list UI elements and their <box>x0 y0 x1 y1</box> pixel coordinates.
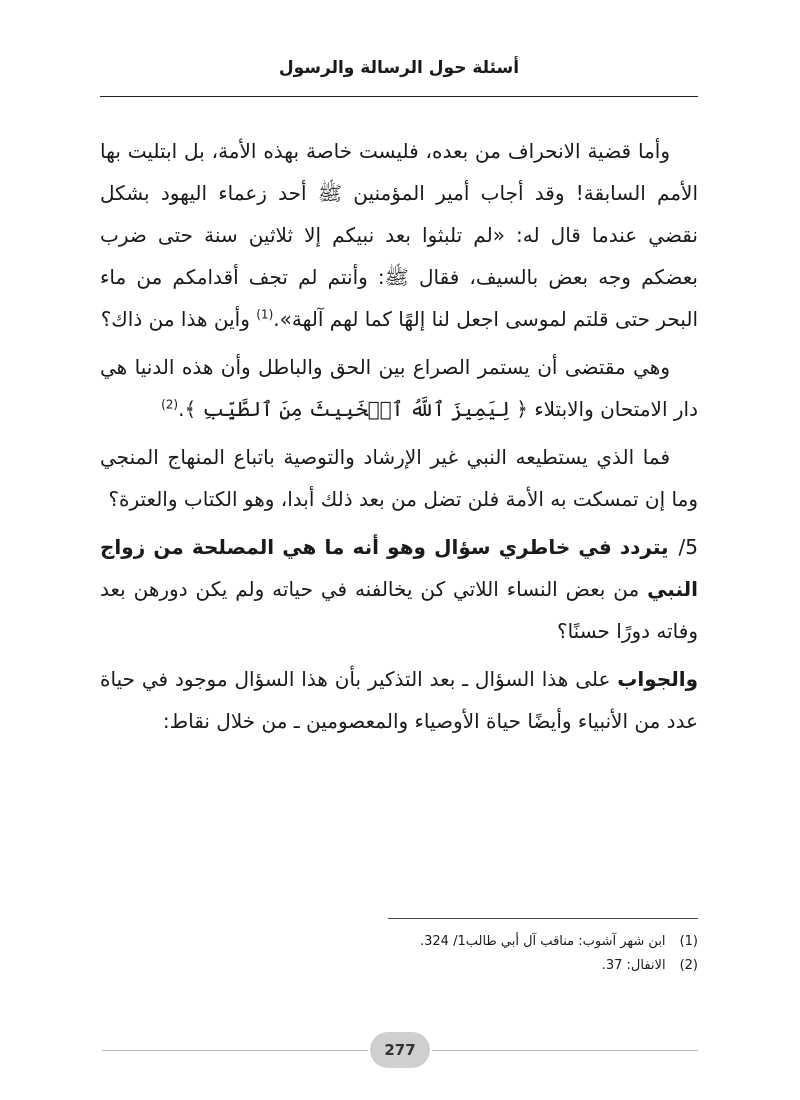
quran-verse: ﴿ لِيَمِيزَ ٱللَّهُ ٱلۡخَبِيثَ مِنَ ٱلطَّيِّبِ ﴾ <box>184 397 528 421</box>
footer-rule-right <box>432 1050 698 1051</box>
footnote-rule <box>388 918 698 919</box>
paragraph-deviation <box>100 130 698 340</box>
footnote-ref-2[interactable]: (2) <box>161 397 179 412</box>
paragraph-struggle <box>100 346 698 430</box>
answer-label: والجواب <box>617 667 698 691</box>
paragraph-deviation-text: وأما قضية الانحراف من بعده، فليست خاصة بهذه الأمة، بل ابتليت بها الأمم السابقة! وقد أجاب أمير المؤمنين ﷺ أحد زعماء اليهود بشكل نقضي عندما قال له: «لم تلبثوا بعد نبيكم إلا ثلاثين سنة حتى ضرب بعضكم وجه بعض بالسيف، فقال ﷺ: وأنتم لم تجف أقدامكم من ماء البحر حتى قلتم لموسى اجعل لنا إلهًا كما لهم آلهة». <box>100 139 698 331</box>
question-rest-text: من بعض النساء اللاتي كن يخالفنه في حياته ولم يكن دورهن بعد وفاته دورًا حسنًا؟ <box>100 577 698 643</box>
question-number: 5/ <box>678 535 698 559</box>
footnote-text: ابن شهر آشوب: مناقب آل أبي طالب1/ 324. <box>419 934 666 949</box>
footnote-text: الانفال: 37. <box>601 958 666 973</box>
footnote-ref-1[interactable]: (1) <box>256 307 274 322</box>
footnote-item <box>100 954 698 978</box>
main-text <box>100 130 698 748</box>
running-header-title: أسئلة حول الرسالة والرسول <box>278 58 520 78</box>
question-5 <box>100 526 698 652</box>
answer-text: على هذا السؤال ـ بعد التذكير بأن هذا السؤال موجود في حياة عدد من الأنبياء وأيضًا حياة الأوصياء والمعصومين ـ من خلال نقاط: <box>100 667 698 733</box>
footnotes <box>100 930 698 978</box>
paragraph-guidance: فما الذي يستطيعه النبي غير الإرشاد والتوصية باتباع المنهاج المنجي وما إن تمسكت به الأمة فلن تضل من بعد ذلك أبدا، وهو الكتاب والعترة؟ <box>100 445 698 511</box>
header-rule <box>100 96 698 97</box>
question-bold-text: يتردد في خاطري سؤال وهو أنه ما هي المصلحة من زواج النبي <box>100 535 698 601</box>
footnote-number: (2) <box>679 958 698 973</box>
footer-rule-left <box>102 1050 368 1051</box>
footnote-item <box>100 930 698 954</box>
paragraph-struggle-end: . <box>178 397 185 421</box>
paragraph-struggle-text: وهي مقتضى أن يستمر الصراع بين الحق والباطل وأن هذه الدنيا هي دار الامتحان والابتلاء <box>100 355 698 421</box>
answer-intro <box>100 658 698 742</box>
paragraph-deviation-tail: وأين هذا من ذاك؟ <box>100 307 257 331</box>
page-number-badge: 277 <box>370 1032 430 1068</box>
footnote-number: (1) <box>679 934 698 949</box>
